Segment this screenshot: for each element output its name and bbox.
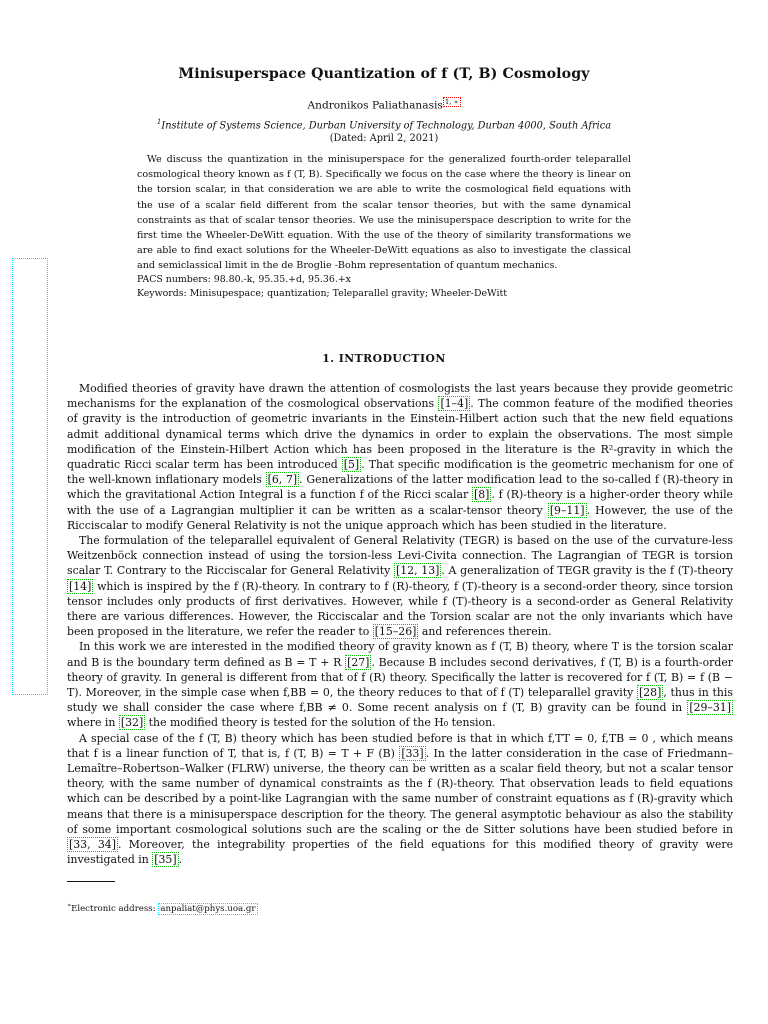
- paragraph-text: and references therein.: [418, 625, 552, 639]
- paragraph-text: which is inspired by the f (R)-theory. In contrary to f (R)-theory, f (T)-theory is a second-order theory, since torsion tensor includes only products of first derivatives. However, while f (T)-theory is a second-order as General Relativity there are various differences. However, the Ricciscalar and the Torsion scalar are not the only invariants which have been proposed in the literature, we refer the reader to: [67, 579, 733, 639]
- citation-link[interactable]: [15–26]: [374, 625, 417, 639]
- footnote: [67, 902, 258, 914]
- paragraph: [67, 639, 733, 730]
- dated-line: (Dated: April 2, 2021): [329, 133, 439, 144]
- email-link[interactable]: anpaliat@phys.uoa.gr: [160, 903, 256, 914]
- citation-link[interactable]: [1–4]: [440, 397, 469, 411]
- paragraph-text: A special case of the f (T, B) theory which has been studied before is that in which f,TT = 0, f,TB = 0 , which means that f is a linear function of T, that is, f (T, B) = T + F (B): [67, 731, 733, 760]
- footnote-rule: [67, 881, 115, 882]
- pacs-keywords: [137, 273, 631, 301]
- citation-link[interactable]: [14]: [69, 579, 92, 593]
- author-marks[interactable]: 1, ∗: [444, 98, 459, 106]
- paragraph-text: , thus in this study we shall consider the case where f,BB ≠ 0. Some recent analysis on f (T, B) gravity can be found in: [67, 686, 733, 715]
- paragraph-text: In this work we are interested in the modified theory of gravity known as f (T, B) theory, where T is the torsion scalar and B is the boundary term defined as B = T + R: [67, 640, 733, 669]
- paragraph-text: . f (R)-theory is a higher-order theory while with the use of a Lagrangian multiplier it can be written as a scalar-tensor theory: [67, 488, 733, 517]
- citation-link[interactable]: [32]: [120, 716, 144, 730]
- citation-link[interactable]: [5]: [343, 458, 360, 472]
- paragraph-text: . However, the use of the Ricciscalar to modify General Relativity is not the unique approach which has been studied in the literature.: [67, 503, 733, 532]
- paragraph-text: . Because B includes second derivatives, f (T, B) is a fourth-order theory of gravity. In general is different from that of f (R) theory. Specifically the latter is recovered for f (T, B) = f (B − T). Moreover, in the simple case when f,BB = 0, the theory reduces to that of f (T) teleparallel gravity: [67, 655, 733, 700]
- abstract: We discuss the quantization in the minisuperspace for the generalized fourth-order teleparallel cosmological theory known as f (T, B). Specifically we focus on the case where the theory is linear on the torsion scalar, in that consideration we are able to write the cosmological field equations with the use of a scalar field different from the scalar tensor theories, but with the same dynamical constraints as that of scalar tensor theories. We use the minisuperspace description to write for the first time the Wheeler-DeWitt equation. With the use of the theory of similarity transformations we are able to find exact solutions for the Wheeler-DeWitt equations as also to investigate the classical and semiclassical limit in the de Broglie -Bohm representation of quantum mechanics.: [137, 154, 631, 272]
- author-name: Andronikos Paliathanasis: [307, 99, 443, 112]
- paragraph-text: . Generalizations of the latter modification lead to the so-called f (R)-theory in which the gravitational Action Integral is a function f of the Ricci scalar: [67, 473, 734, 502]
- paragraph-text: . Moreover, the integrability properties of the field equations for this modified theory of gravity were investigated in: [67, 838, 734, 867]
- paragraph-text: where in: [67, 716, 119, 730]
- paragraph-text: the modified theory is tested for the solution of the H₀ tension.: [145, 716, 496, 730]
- citation-link[interactable]: [33, 34]: [69, 838, 116, 852]
- paragraph-text: . That specific modification is the geometric mechanism for one of the well-known inflationary models: [67, 458, 733, 487]
- citation-link[interactable]: [27]: [347, 655, 370, 669]
- citation-link[interactable]: [35]: [154, 853, 177, 867]
- pacs-numbers: PACS numbers: 98.80.-k, 95.35.+d, 95.36.+x: [137, 274, 351, 285]
- paragraph-text: . A generalization of TEGR gravity is the f (T)-theory: [441, 564, 733, 578]
- author-line: [0, 98, 768, 112]
- citation-link[interactable]: [6, 7]: [267, 473, 298, 487]
- footnote-label: Electronic address:: [71, 903, 156, 914]
- paragraph: [67, 381, 733, 533]
- citation-link[interactable]: [8]: [473, 488, 490, 502]
- citation-link[interactable]: [9–11]: [549, 503, 585, 517]
- affiliation-mark: 1: [156, 118, 162, 126]
- arxiv-sidebar-link[interactable]: [12, 258, 48, 695]
- paper-title: Minisuperspace Quantization of f (T, B) Cosmology: [178, 66, 590, 82]
- paragraph: [67, 731, 733, 868]
- paragraph-text: .: [178, 853, 183, 867]
- citation-link[interactable]: [28]: [639, 686, 662, 700]
- citation-link[interactable]: [33]: [401, 746, 424, 760]
- citation-link[interactable]: [29–31]: [689, 701, 731, 715]
- paragraph-text: . In the latter consideration in the case of Friedmann–Lemaître–Robertson–Walker (FLRW) universe, the theory can be written as a scalar field theory, but not a scalar tensor theory, with the same number of dynamical constraints as the f (R)-theory. That observation leads to field equations which can be described by a point-like Lagrangian with the same number of constraint equations as f (R)-gravity which means that there is a minisuperspace description for the theory. The general asymptotic behaviour as also the stability of some important cosmological solutions such are the scaling or the de Sitter solutions have been studied before in: [67, 746, 733, 836]
- paragraph-text: Modified theories of gravity have drawn the attention of cosmologists the last years because they provide geometric mechanisms for the explanation of the cosmological observations: [67, 382, 733, 411]
- footnote-mark: ∗: [67, 902, 72, 909]
- introduction-body: [67, 381, 733, 868]
- citation-link[interactable]: [12, 13]: [395, 564, 440, 578]
- paragraph: [67, 533, 733, 639]
- keywords: Keywords: Minisupespace; quantization; Teleparallel gravity; Wheeler-DeWitt: [137, 288, 508, 299]
- affiliation: [0, 118, 768, 131]
- paragraph-text: The formulation of the teleparallel equivalent of General Relativity (TEGR) is based on the use of the curvature-less Weitzenböck connection instead of using the torsion-less Levi-Civita connection. The Lagrangian of TEGR is torsion scalar T. Contrary to the Ricciscalar for General Relativity: [67, 534, 733, 578]
- paragraph-text: . The common feature of the modified theories of gravity is the introduction of geometric invariants in the Einstein-Hilbert action such that the new field equations admit additional dynamical terms which drive the dynamics in order to explain the observations. The most simple modification of the Einstein-Hilbert Action which has been proposed in the literature is the R²-gravity in which the quadratic Ricci scalar term has been introduced: [67, 397, 734, 472]
- affiliation-text: Institute of Systems Science, Durban University of Technology, Durban 4000, South Africa: [161, 120, 612, 132]
- section-heading: 1. INTRODUCTION: [322, 352, 446, 365]
